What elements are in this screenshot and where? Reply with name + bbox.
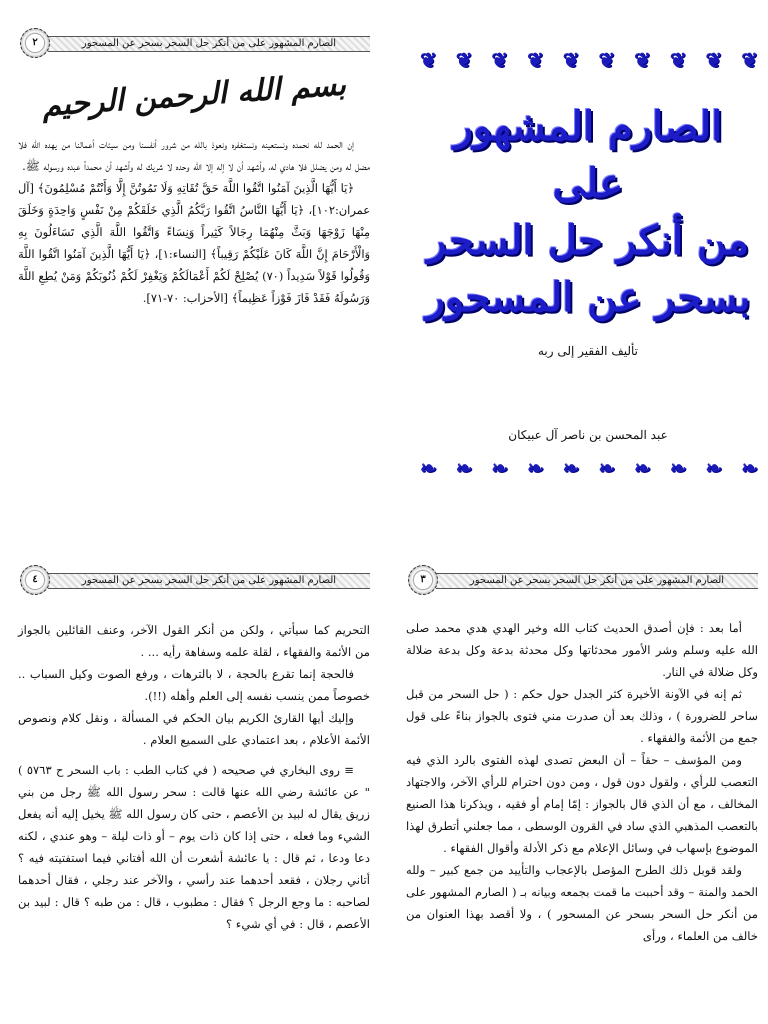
quran-verses: ﴿يَا أَيُّهَا الَّذِينَ آمَنُوا اتَّقُوا اللَّهَ حَقَّ تُقَاتِهِ وَلَا تَمُوتُنَّ إِلَّا وَأَنْتُمْ مُسْلِمُونَ﴾ [آل عمران:١٠٢]، ﴿يَا أَيُّهَا النَّاسُ اتَّقُوا رَبَّكُمُ الَّذِي خَلَقَكُمْ مِنْ نَفْسٍ وَاحِدَةٍ وَخَلَقَ مِنْهَا زَوْجَهَا وَبَثَّ مِنْهُمَا رِجَالاً كَثِيراً وَنِسَاءً وَاتَّقُوا اللَّهَ الَّذِي تَسَاءَلُونَ بِهِ وَالْأَرْحَامَ إِنَّ اللَّهَ كَانَ عَلَيْكُمْ رَقِيباً﴾ [النساء:١]، ﴿يَا أَيُّهَا الَّذِينَ آمَنُوا اتَّقُوا اللَّهَ وَقُولُوا قَوْلاً سَدِيداً (٧٠) يُصْلِحْ لَكُمْ أَعْمَالَكُمْ وَيَغْفِرْ لَكُمْ ذُنُوبَكُمْ وَمَنْ يُطِعِ اللَّهَ وَرَسُولَهُ فَقَدْ فَازَ فَوْزاً عَظِيماً﴾ [الأحزاب: ٧٠-٧١]. bbox=[18, 181, 370, 305]
title-line-4: بسحر عن المسحور bbox=[425, 274, 751, 321]
paragraph-1: التحريم كما سيأتي ، ولكن من أنكر القول الآخر، وعنف القائلين بالجواز من الأئمة والفقهاء ، لقلة علمه وسفاهة رأيه ... . bbox=[18, 623, 370, 659]
page-bottom-left bbox=[18, 565, 370, 1020]
book-title bbox=[412, 98, 764, 326]
author-prefix: تأليف الفقير إلى ربه bbox=[537, 344, 639, 358]
ornament-row-top: ❦ ❦ ❦ ❦ ❦ ❦ ❦ ❦ ❦ ❦ bbox=[420, 48, 756, 72]
paragraph-2: فالحجة إنما تقرع بالحجة ، لا بالترهات ، ورفع الصوت وكيل السباب .. خصوصاً ممن ينسب نفسه إلى العلم وأهله (!!). bbox=[18, 667, 370, 703]
paragraph-4: ولقد قوبل ذلك الطرح المؤصل بالإعجاب والتأييد من جمع كبير – ولله الحمد والمنة – وقد أحببت ما قمت بجمعه وبيانه بـ ( الصارم المشهور على من أنكر حل السحر بسحر عن المسحور ) ، ولا أقصد بهذا العنوان من خالف من العلماء ، ورأى bbox=[406, 863, 758, 943]
paragraph-1: أما بعد : فإن أصدق الحديث كتاب الله وخير الهدي هدي محمد صلى الله عليه وسلم وشر الأمور محدثاتها وكل محدثة بدعة وكل بدعة ضلالة وكل ضلالة في النار. bbox=[406, 621, 758, 679]
page-header bbox=[18, 565, 370, 597]
running-title: الصارم المشهور على من أنكر حل السحر بسحر عن المسحور bbox=[48, 36, 370, 52]
paragraph-3: ومن المؤسف – حقاً – أن البعض تصدى لهذه الفتوى بالرد الذي فيه التعصب للرأي ، ولقول دون قول ، ومن دون احترام للرأي الآخر، والاجتهاد المخالف ، مع أن الذي قال بالجواز : إمّا إمام أو فقيه ، ويذكرنا هذا الصنيع بالتعصب المذهبي الذي ساد في القرون الوسطى ، مما جعلني أتطرق لهذا الموضوع بإسهاب في وسائل الإعلام مع ذكر الأدلة وأقوال الفقهاء . bbox=[406, 753, 758, 855]
paragraph-3: وإليك أيها القارئ الكريم بيان الحكم في المسألة ، ونقل كلام ونصوص الأئمة الأعلام ، بعد اعتمادي على السميع العلام . bbox=[18, 711, 370, 747]
page-number-badge: ٣ bbox=[408, 565, 438, 595]
author-name: عبد المحسن بن ناصر آل عبيكان bbox=[508, 428, 668, 442]
title-line-2: على bbox=[552, 160, 624, 207]
page-bottom-right bbox=[406, 565, 758, 1020]
page-top-left bbox=[18, 28, 370, 490]
basmala-calligraphy: بسم الله الرحمن الرحيم bbox=[41, 67, 347, 124]
opening-paragraph: إن الحمد لله نحمده ونستعينه ونستغفره ونعوذ بالله من شرور أنفسنا ومن سيئات أعمالنا من يهده الله فلا مضل له ومن يضلل فلا هادي له، وأشهد أن لا إله إلا الله وحده لا شريك له وأشهد أن محمداً عبده ورسوله ﷺ. bbox=[18, 137, 370, 173]
page-cover bbox=[412, 28, 764, 500]
paragraph-2: ثم إنه في الآونة الأخيرة كثر الجدل حول حكم : ( حل السحر من قبل ساحر للضرورة ) ، وذلك بعد أن صدرت مني فتوى بالجواز بناءً على قول جمع من الأئمة والفقهاء . bbox=[406, 687, 758, 745]
title-line-1: الصارم المشهور bbox=[453, 103, 723, 150]
page-number-badge: ٤ bbox=[20, 565, 50, 595]
page-header bbox=[18, 28, 370, 60]
page-header bbox=[406, 565, 758, 597]
running-title: الصارم المشهور على من أنكر حل السحر بسحر عن المسحور bbox=[436, 573, 758, 589]
running-title: الصارم المشهور على من أنكر حل السحر بسحر عن المسحور bbox=[48, 573, 370, 589]
title-line-3: من أنكر حل السحر bbox=[427, 217, 749, 264]
ornament-row-bottom: ❧ ❧ ❧ ❧ ❧ ❧ ❧ ❧ ❧ ❧ bbox=[420, 456, 756, 480]
page-number-badge: ٢ bbox=[20, 28, 50, 58]
hadith-paragraph: ≡ روى البخاري في صحيحه ( في كتاب الطب : باب السحر ح ٥٧٦٣ ) " عن عائشة رضي الله عنها قالت : سحر رسول الله ﷺ رجل من بني زريق يقال له لبيد بن الأعصم ، حتى كان رسول الله ﷺ يخيل إليه أنه يفعل الشيء وما فعله ، حتى إذا كان ذات يوم – أو ذات ليلة – وهو عندي ، لكنه دعا ودعا ، ثم قال : يا عائشة أشعرت أن الله أفتاني فيما استفتيته فيه ؟ أتاني رجلان ، فقعد أحدهما عند رأسي ، والآخر عند رجلي ، فقال أحدهما لصاحبه : ما وجع الرجل ؟ فقال : مطبوب ، قال : من طبه ؟ قال : لبيد بن الأعصم ، قال : في أي شيء ؟ bbox=[18, 763, 370, 931]
